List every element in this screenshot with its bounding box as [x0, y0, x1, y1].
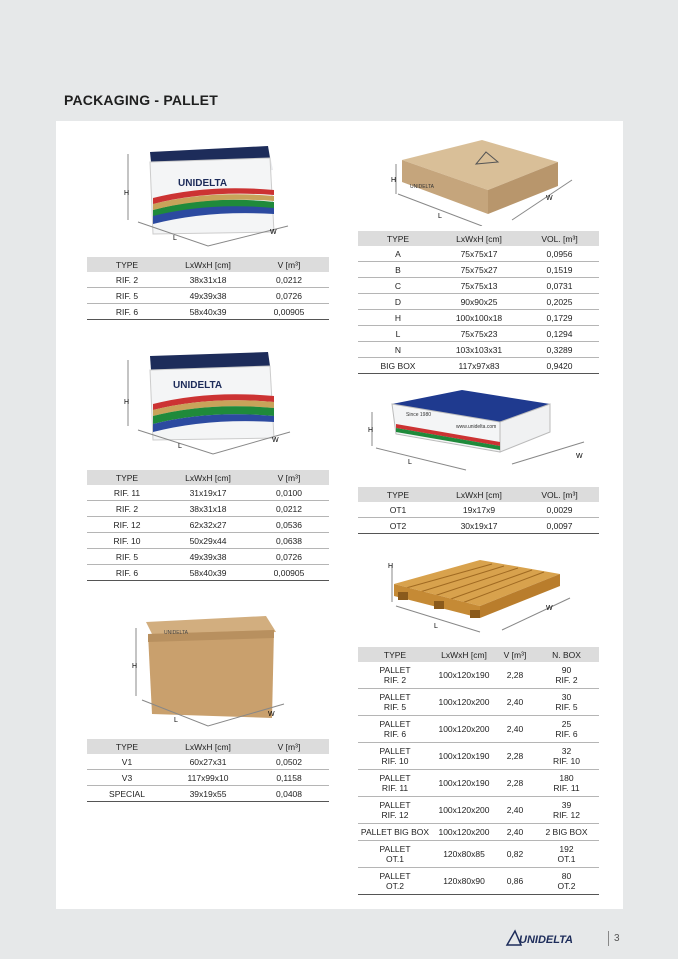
- table-cell: V3: [87, 770, 167, 786]
- table-cell: 100x120x200: [432, 797, 496, 824]
- table-row: [358, 358, 599, 374]
- brand-text: UNIDELTA: [178, 178, 228, 189]
- svg-text:W: W: [546, 195, 553, 202]
- table-cell: RIF. 12: [87, 517, 167, 533]
- table-cell: 32 RIF. 10: [534, 743, 599, 770]
- table-cell: SPECIAL: [87, 786, 167, 802]
- table-row: [87, 501, 329, 517]
- table-row: [358, 326, 599, 342]
- table-cell: 2,28: [496, 743, 534, 770]
- table-cell: 100x120x200: [432, 716, 496, 743]
- box-table-2: [87, 470, 329, 581]
- table-cell: 100x120x190: [432, 743, 496, 770]
- table-cell: 38x31x18: [167, 272, 249, 288]
- table-cell: 0,0212: [249, 501, 329, 517]
- table-cell: 0,0097: [520, 518, 599, 534]
- table-cell: 30 RIF. 5: [534, 689, 599, 716]
- table-header-cell: LxWxH [cm]: [167, 739, 249, 754]
- table-row: [358, 689, 599, 716]
- table-row: [87, 517, 329, 533]
- svg-text:Since 1980: Since 1980: [406, 412, 432, 418]
- table-cell: 2,40: [496, 716, 534, 743]
- table-cell: 117x99x10: [167, 770, 249, 786]
- table-header-cell: LxWxH [cm]: [438, 231, 520, 246]
- table-row: [358, 662, 599, 689]
- table-cell: RIF. 6: [87, 304, 167, 320]
- table-row: [358, 294, 599, 310]
- shallow-box-illustration: [362, 384, 592, 474]
- table-cell: L: [358, 326, 438, 342]
- table-cell: 100x120x200: [432, 824, 496, 841]
- table-cell: 75x75x27: [438, 262, 520, 278]
- table-header-cell: LxWxH [cm]: [438, 487, 520, 502]
- pallet-table: [358, 647, 599, 895]
- table-header-cell: V [m³]: [249, 470, 329, 485]
- table-cell: PALLET RIF. 12: [358, 797, 432, 824]
- table-cell: 0,0726: [249, 549, 329, 565]
- table-row: [87, 549, 329, 565]
- table-cell: 75x75x13: [438, 278, 520, 294]
- table-cell: 2,28: [496, 662, 534, 689]
- table-header-cell: V [m³]: [249, 739, 329, 754]
- table-cell: 58x40x39: [167, 304, 249, 320]
- svg-text:W: W: [268, 711, 275, 718]
- table-cell: RIF. 10: [87, 533, 167, 549]
- printed-box-illustration-2: [118, 346, 296, 456]
- table-cell: 0,0100: [249, 485, 329, 501]
- table-cell: 2,40: [496, 689, 534, 716]
- shallow-box-table: [358, 487, 599, 534]
- table-cell: 2,40: [496, 797, 534, 824]
- table-row: [358, 841, 599, 868]
- table-cell: 2 BIG BOX: [534, 824, 599, 841]
- table-cell: OT1: [358, 502, 438, 518]
- dim-h-label: H: [124, 190, 130, 197]
- table-cell: 2,28: [496, 770, 534, 797]
- table-cell: 180 RIF. 11: [534, 770, 599, 797]
- table-cell: 31x19x17: [167, 485, 249, 501]
- table-cell: 0,1294: [520, 326, 599, 342]
- table-cell: 80 OT.2: [534, 868, 599, 895]
- svg-text:H: H: [124, 399, 130, 406]
- table-cell: C: [358, 278, 438, 294]
- table-cell: 0,0726: [249, 288, 329, 304]
- table-row: [358, 310, 599, 326]
- printed-box-illustration-1: [118, 140, 296, 250]
- table-row: [87, 533, 329, 549]
- table-cell: 25 RIF. 6: [534, 716, 599, 743]
- page-number: 3: [614, 933, 620, 944]
- table-cell: 0,1158: [249, 770, 329, 786]
- table-row: [358, 278, 599, 294]
- table-cell: 103x103x31: [438, 342, 520, 358]
- table-row: [87, 288, 329, 304]
- table-cell: A: [358, 246, 438, 262]
- table-row: [87, 754, 329, 770]
- pallet-illustration: [384, 556, 580, 636]
- svg-text:H: H: [368, 427, 374, 434]
- table-row: [358, 262, 599, 278]
- svg-text:UNIDELTA: UNIDELTA: [173, 380, 223, 391]
- unidelta-logo: [505, 928, 605, 948]
- table-row: [358, 770, 599, 797]
- table-cell: 0,0408: [249, 786, 329, 802]
- dim-l-label: L: [173, 235, 177, 242]
- table-row: [87, 565, 329, 581]
- svg-text:L: L: [438, 213, 442, 220]
- table-cell: 0,3289: [520, 342, 599, 358]
- table-cell: 75x75x17: [438, 246, 520, 262]
- table-cell: 58x40x39: [167, 565, 249, 581]
- table-cell: 90x90x25: [438, 294, 520, 310]
- table-header-cell: TYPE: [358, 231, 438, 246]
- table-cell: 49x39x38: [167, 288, 249, 304]
- svg-text:L: L: [178, 443, 182, 450]
- table-row: [87, 485, 329, 501]
- table-cell: 0,00905: [249, 565, 329, 581]
- svg-text:H: H: [391, 177, 397, 184]
- table-cell: 0,0029: [520, 502, 599, 518]
- table-row: [358, 518, 599, 534]
- table-cell: RIF. 2: [87, 272, 167, 288]
- table-cell: B: [358, 262, 438, 278]
- table-cell: PALLET RIF. 5: [358, 689, 432, 716]
- table-cell: 75x75x23: [438, 326, 520, 342]
- table-cell: 0,82: [496, 841, 534, 868]
- table-cell: D: [358, 294, 438, 310]
- table-cell: OT2: [358, 518, 438, 534]
- dim-w-label: W: [270, 229, 277, 236]
- table-cell: PALLET RIF. 10: [358, 743, 432, 770]
- table-cell: PALLET RIF. 6: [358, 716, 432, 743]
- table-header-cell: TYPE: [87, 470, 167, 485]
- box-table-3: [87, 739, 329, 802]
- table-cell: 0,0212: [249, 272, 329, 288]
- table-cell: 100x120x200: [432, 689, 496, 716]
- table-cell: 192 OT.1: [534, 841, 599, 868]
- cardboard-box-illustration: [128, 612, 288, 730]
- svg-text:L: L: [408, 459, 412, 466]
- svg-text:W: W: [546, 605, 553, 612]
- table-cell: 60x27x31: [167, 754, 249, 770]
- table-cell: 0,2025: [520, 294, 599, 310]
- table-cell: 0,0638: [249, 533, 329, 549]
- table-cell: H: [358, 310, 438, 326]
- table-cell: 100x120x190: [432, 770, 496, 797]
- table-cell: N: [358, 342, 438, 358]
- table-cell: 120x80x90: [432, 868, 496, 895]
- table-row: [87, 786, 329, 802]
- table-cell: RIF. 6: [87, 565, 167, 581]
- table-header-cell: VOL. [m³]: [520, 231, 599, 246]
- table-header-cell: TYPE: [358, 647, 432, 662]
- svg-text:UNIDELTA: UNIDELTA: [519, 934, 573, 946]
- table-row: [358, 246, 599, 262]
- table-cell: 19x17x9: [438, 502, 520, 518]
- table-row: [358, 502, 599, 518]
- svg-text:W: W: [576, 453, 583, 460]
- svg-text:L: L: [174, 717, 178, 724]
- table-cell: 49x39x38: [167, 549, 249, 565]
- table-row: [358, 824, 599, 841]
- svg-text:www.unidelta.com: www.unidelta.com: [456, 424, 497, 430]
- table-cell: 120x80x85: [432, 841, 496, 868]
- svg-text:UNIDELTA: UNIDELTA: [410, 184, 434, 190]
- table-cell: 39x19x55: [167, 786, 249, 802]
- col-type: TYPE: [87, 257, 167, 272]
- table-row: [87, 304, 329, 320]
- table-cell: V1: [87, 754, 167, 770]
- table-cell: RIF. 11: [87, 485, 167, 501]
- box-table-1: [87, 257, 329, 320]
- table-header-cell: TYPE: [358, 487, 438, 502]
- table-cell: 0,86: [496, 868, 534, 895]
- table-row: [87, 272, 329, 288]
- table-header-cell: VOL. [m³]: [520, 487, 599, 502]
- table-cell: 39 RIF. 12: [534, 797, 599, 824]
- table-cell: PALLET RIF. 11: [358, 770, 432, 797]
- footer-separator: [608, 931, 609, 946]
- col-volume: V [m³]: [249, 257, 329, 272]
- table-cell: 0,1729: [520, 310, 599, 326]
- table-header-cell: N. BOX: [534, 647, 599, 662]
- table-cell: 0,0536: [249, 517, 329, 533]
- table-cell: 117x97x83: [438, 358, 520, 374]
- table-cell: 0,0731: [520, 278, 599, 294]
- col-dims: LxWxH [cm]: [167, 257, 249, 272]
- table-row: [358, 743, 599, 770]
- svg-text:H: H: [132, 663, 138, 670]
- table-header-cell: TYPE: [87, 739, 167, 754]
- flat-box-table: [358, 231, 599, 374]
- table-header-cell: LxWxH [cm]: [167, 470, 249, 485]
- table-cell: RIF. 5: [87, 288, 167, 304]
- table-cell: 38x31x18: [167, 501, 249, 517]
- table-header-cell: V [m³]: [496, 647, 534, 662]
- table-cell: 100x100x18: [438, 310, 520, 326]
- table-cell: BIG BOX: [358, 358, 438, 374]
- svg-text:UNIDELTA: UNIDELTA: [164, 630, 188, 636]
- table-cell: 50x29x44: [167, 533, 249, 549]
- table-cell: 30x19x17: [438, 518, 520, 534]
- table-row: [87, 770, 329, 786]
- table-cell: 90 RIF. 2: [534, 662, 599, 689]
- table-cell: 0,0956: [520, 246, 599, 262]
- table-cell: PALLET OT.2: [358, 868, 432, 895]
- svg-text:L: L: [434, 623, 438, 630]
- table-cell: PALLET OT.1: [358, 841, 432, 868]
- table-cell: RIF. 2: [87, 501, 167, 517]
- table-cell: PALLET RIF. 2: [358, 662, 432, 689]
- table-cell: 2,40: [496, 824, 534, 841]
- table-header-cell: LxWxH [cm]: [432, 647, 496, 662]
- svg-text:W: W: [272, 437, 279, 444]
- table-row: [358, 716, 599, 743]
- table-row: [358, 342, 599, 358]
- table-cell: 62x32x27: [167, 517, 249, 533]
- table-cell: PALLET BIG BOX: [358, 824, 432, 841]
- svg-text:H: H: [388, 563, 394, 570]
- table-cell: 0,00905: [249, 304, 329, 320]
- table-cell: 100x120x190: [432, 662, 496, 689]
- table-row: [358, 797, 599, 824]
- table-cell: 0,1519: [520, 262, 599, 278]
- page-title: PACKAGING - PALLET: [64, 92, 218, 108]
- table-cell: RIF. 5: [87, 549, 167, 565]
- table-cell: 0,9420: [520, 358, 599, 374]
- table-cell: 0,0502: [249, 754, 329, 770]
- flat-box-illustration: [386, 134, 582, 226]
- table-row: [358, 868, 599, 895]
